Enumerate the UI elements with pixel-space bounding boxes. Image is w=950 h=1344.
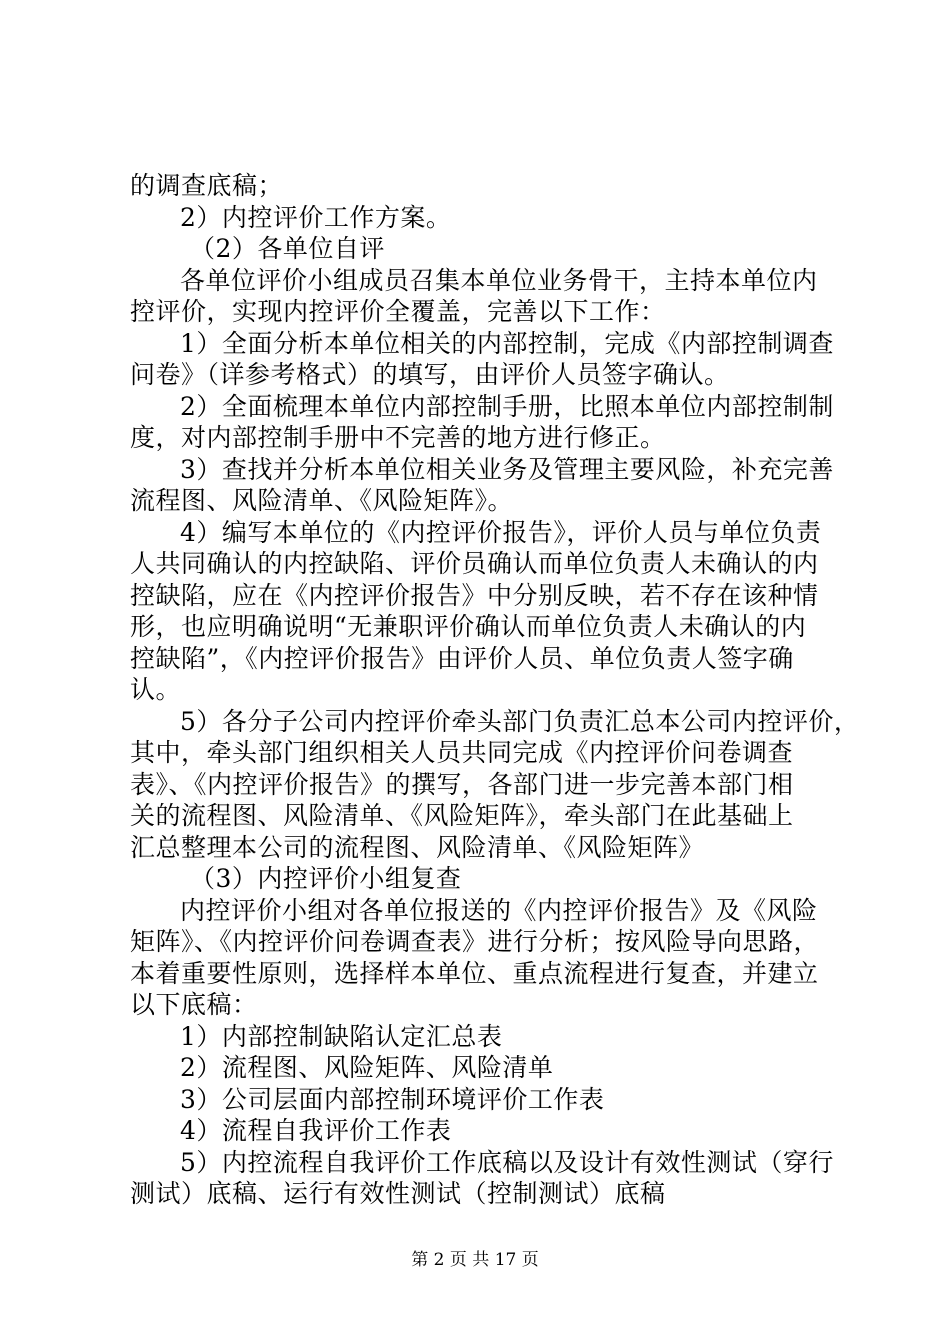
text-line: 矩阵》、《内控评价问卷调查表》进行分析；按风险导向思路， xyxy=(130,927,820,956)
text-line: 3）公司层面内部控制环境评价工作表 xyxy=(180,1084,605,1114)
text-line: 2）内控评价工作方案。 xyxy=(180,202,452,232)
text-line: 3）查找并分析本单位相关业务及管理主要风险，补充完善 xyxy=(180,454,834,484)
text-line: 4）流程自我评价工作表 xyxy=(180,1116,452,1145)
text-line: 的调查底稿； xyxy=(130,171,284,200)
text-line: 度，对内部控制手册中不完善的地方进行修正。 xyxy=(130,423,666,452)
text-line: 控缺陷”，《内控评价报告》由评价人员、单位负责人签字确 xyxy=(130,643,794,673)
text-line: 5）各分子公司内控评价牵头部门负责汇总本公司内控评价， xyxy=(180,706,860,736)
text-line: 问卷》（详参考格式）的填写，由评价人员签字确认。 xyxy=(130,360,730,389)
text-line: 流程图、风险清单、《风险矩阵》。 xyxy=(130,486,514,515)
text-line: 认。 xyxy=(130,675,182,704)
text-line: 5）内控流程自我评价工作底稿以及设计有效性测试（穿行 xyxy=(180,1147,834,1177)
text-line: 人共同确认的内控缺陷、评价员确认而单位负责人未确认的内 xyxy=(130,549,819,578)
text-line: 1）全面分析本单位相关的内部控制，完成《内部控制调查 xyxy=(180,328,834,358)
text-line: 以下底稿： xyxy=(130,990,258,1019)
text-line: 控评价，实现内控评价全覆盖，完善以下工作： xyxy=(130,297,666,326)
text-line: （2）各单位自评 xyxy=(190,234,385,263)
text-line: 内控评价小组对各单位报送的《内控评价报告》及《风险 xyxy=(180,895,818,925)
text-line: 本着重要性原则，选择样本单位、重点流程进行复查，并建立 xyxy=(130,958,819,988)
document-body xyxy=(130,170,860,1210)
text-line: 2）全面梳理本单位内部控制手册，比照本单位内部控制制 xyxy=(180,391,834,421)
text-line: 2）流程图、风险矩阵、风险清单 xyxy=(180,1053,554,1082)
text-line: 各单位评价小组成员召集本单位业务骨干，主持本单位内 xyxy=(180,265,818,295)
text-line: 4）编写本单位的《内控评价报告》，评价人员与单位负责 xyxy=(180,517,822,547)
text-line: 1）内部控制缺陷认定汇总表 xyxy=(180,1021,503,1051)
text-line: 测试）底稿、运行有效性测试（控制测试）底稿 xyxy=(130,1179,666,1208)
text-line: 形，也应明确说明“无兼职评价确认而单位负责人未确认的内 xyxy=(130,612,807,641)
page-footer: 第 2 页 共 17 页 xyxy=(411,1250,539,1270)
text-line: 其中，牵头部门组织相关人员共同完成《内控评价问卷调查 xyxy=(130,738,794,767)
text-line: 表》、《内控评价报告》的撰写，各部门进一步完善本部门相 xyxy=(130,769,794,799)
text-line: 控缺陷，应在《内控评价报告》中分别反映，若不存在该种情 xyxy=(130,580,819,610)
text-line: 汇总整理本公司的流程图、风险清单、《风险矩阵》 xyxy=(130,832,705,862)
text-line: （3）内控评价小组复查 xyxy=(190,864,462,893)
text-line: 关的流程图、风险清单、《风险矩阵》，牵头部门在此基础上 xyxy=(130,801,794,830)
